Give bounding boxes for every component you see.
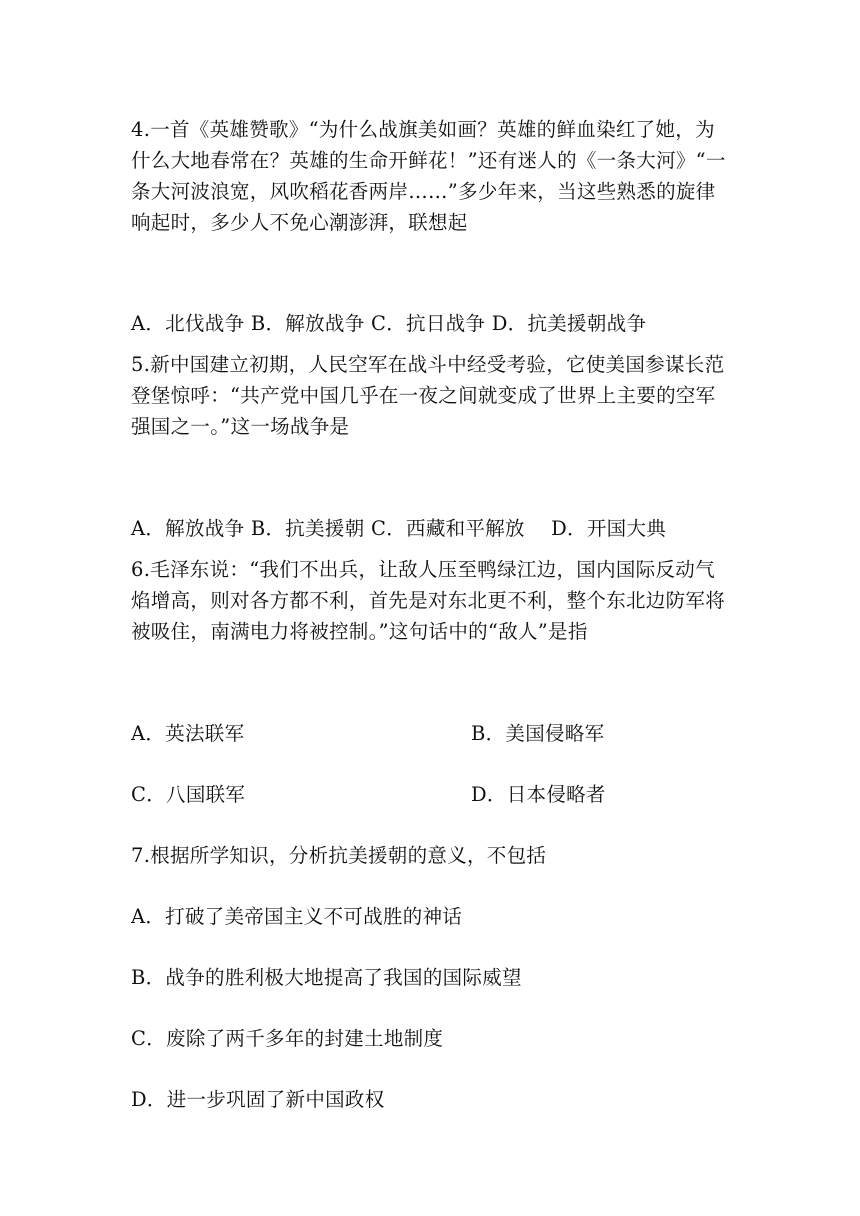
question-6-option-c: C．八国联军 [131,783,246,806]
question-5-stem-line-3: 强国之一。”这一场战争是 [131,415,350,438]
question-4-stem-line-4: 响起时，多少人不免心潮澎湃，联想起 [131,211,468,234]
question-6-stem-line-1: 6.毛泽东说：“我们不出兵，让敌人压至鸭绿江边，国内国际反动气 [131,558,715,581]
question-7-option-a: A．打破了美帝国主义不可战胜的神话 [131,905,463,928]
question-5-options: A．解放战争 B．抗美援朝 C．西藏和平解放 D．开国大典 [131,517,667,540]
question-4-stem-line-3: 条大河波浪宽，风吹稻花香两岸……”多少年来，当这些熟悉的旋律 [131,180,716,203]
question-4-stem-line-2: 什么大地春常在？英雄的生命开鲜花！”还有迷人的《一条大河》“一 [131,149,726,172]
question-6-stem-line-2: 焰增高，则对各方都不利，首先是对东北更不利，整个东北边防军将 [131,589,726,612]
question-6-stem-line-3: 被吸住，南满电力将被控制。”这句话中的“敌人”是指 [131,620,588,643]
question-5-stem-line-1: 5.新中国建立初期，人民空军在战斗中经受考验，它使美国参谋长范 [131,353,725,376]
question-6-option-a: A．英法联军 [131,722,245,745]
question-7-option-d: D．进一步巩固了新中国政权 [131,1088,385,1111]
question-7-option-c: C．废除了两千多年的封建土地制度 [131,1027,444,1050]
question-7-stem: 7.根据所学知识，分析抗美援朝的意义，不包括 [131,844,547,867]
question-6-option-d: D．日本侵略者 [471,783,606,806]
question-4-stem-line-1: 4.一首《英雄赞歌》“为什么战旗美如画？英雄的鲜血染红了她，为 [131,118,715,141]
question-4-options: A．北伐战争 B．解放战争 C．抗日战争 D．抗美援朝战争 [131,312,647,335]
question-7-option-b: B．战争的胜利极大地提高了我国的国际威望 [131,966,522,989]
question-6-option-b: B．美国侵略军 [471,722,605,745]
question-5-stem-line-2: 登堡惊呼：“共产党中国几乎在一夜之间就变成了世界上主要的空军 [131,384,716,407]
